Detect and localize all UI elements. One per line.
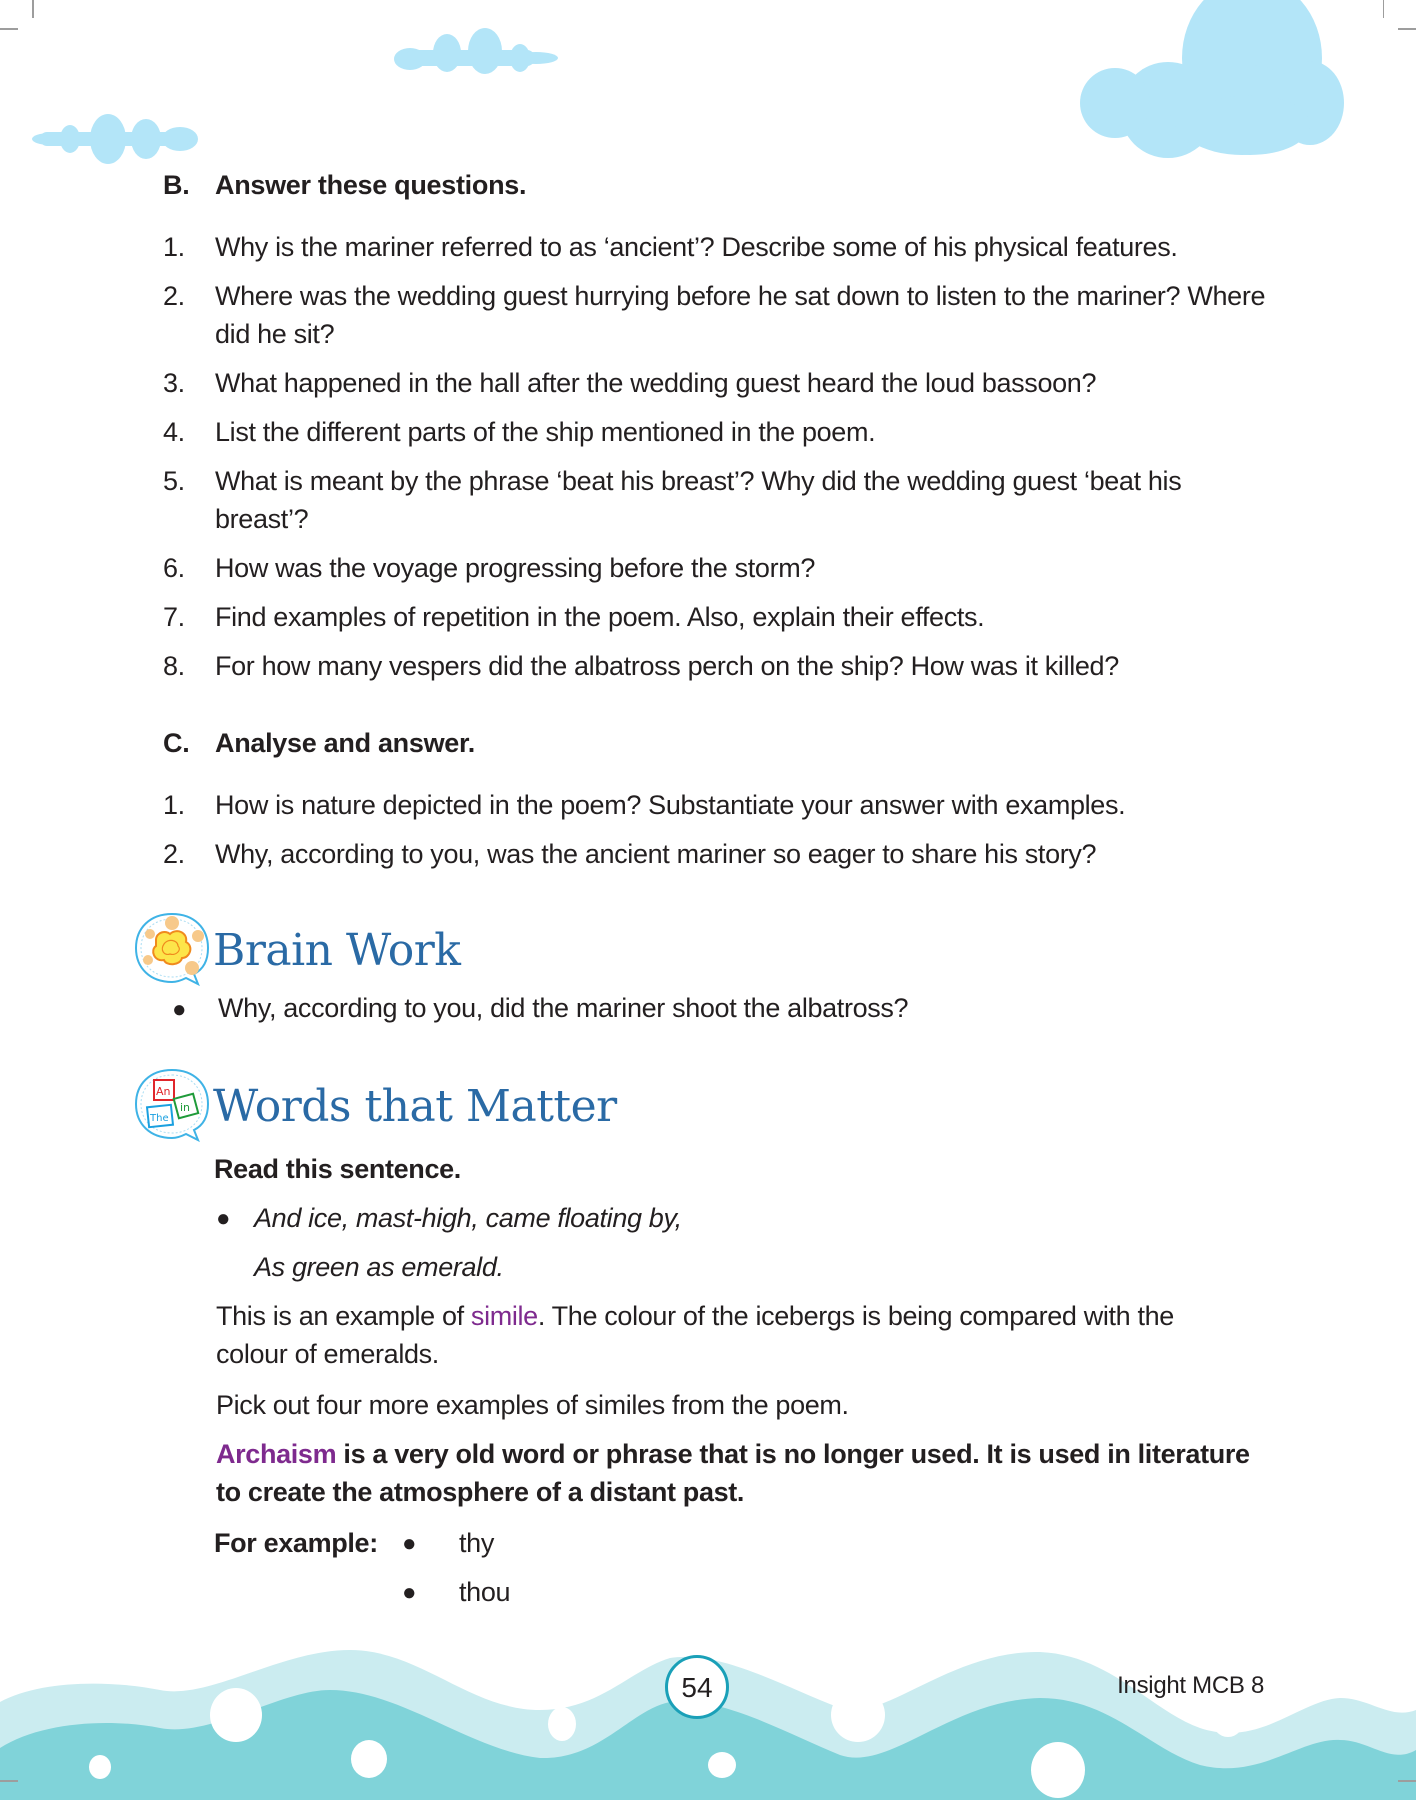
question-item bbox=[163, 413, 1273, 451]
cloud-decoration-top bbox=[0, 0, 1416, 170]
bullet-icon: ● bbox=[402, 1530, 417, 1557]
question-number: 2. bbox=[163, 281, 185, 311]
instruction: Read this sentence. bbox=[214, 1154, 461, 1184]
question-text: What happened in the hall after the wedding guest heard the loud bassoon? bbox=[215, 368, 1097, 398]
section-letter: C. bbox=[163, 728, 190, 758]
question-text: Why, according to you, was the ancient mariner so eager to share his story? bbox=[215, 839, 1097, 869]
block-an: An bbox=[156, 1085, 171, 1098]
archaism-definition bbox=[216, 1439, 1250, 1470]
block-the: The bbox=[150, 1113, 169, 1124]
bullet-icon: ● bbox=[402, 1579, 417, 1606]
brain-work-title: Brain Work bbox=[213, 925, 461, 976]
example-label: For example: bbox=[214, 1528, 378, 1558]
cloud-large-right bbox=[1080, 0, 1344, 158]
words-that-matter-title: Words that Matter bbox=[213, 1081, 617, 1132]
crop-mark bbox=[0, 1780, 18, 1782]
question-number: 6. bbox=[163, 553, 185, 583]
question-item bbox=[163, 462, 1273, 538]
question-item bbox=[163, 835, 1273, 873]
question-number: 7. bbox=[163, 602, 185, 632]
crop-mark bbox=[1398, 1780, 1416, 1782]
page-number: 54 bbox=[665, 1655, 729, 1719]
section-b-heading bbox=[163, 170, 526, 201]
section-c-heading bbox=[163, 728, 475, 759]
section-title: Answer these questions. bbox=[215, 170, 527, 200]
question-item bbox=[163, 277, 1273, 353]
simile-pre: This is an example of bbox=[216, 1301, 471, 1331]
section-letter: B. bbox=[163, 170, 190, 200]
quote-line-1: And ice, mast-high, came floating by, bbox=[254, 1203, 682, 1233]
question-item bbox=[163, 647, 1273, 685]
example-item: thy bbox=[459, 1528, 494, 1558]
question-number: 4. bbox=[163, 417, 185, 447]
question-number: 2. bbox=[163, 839, 185, 869]
question-item bbox=[163, 228, 1273, 266]
explosion-thought-bubble-icon bbox=[132, 910, 212, 990]
book-title: Insight MCB 8 bbox=[1117, 1672, 1264, 1699]
question-text: Where was the wedding guest hurrying before he sat down to listen to the mariner? Where did he sit? bbox=[215, 281, 1266, 349]
section-title: Analyse and answer. bbox=[215, 728, 475, 758]
cloud-small-left bbox=[32, 114, 198, 164]
example-item: thou bbox=[459, 1577, 511, 1607]
question-number: 1. bbox=[163, 232, 185, 262]
simile-term: simile bbox=[470, 1301, 538, 1331]
archaism-def: is a very old word or phrase that is no longer used. It is used in literature bbox=[336, 1439, 1250, 1469]
brain-work-question: Why, according to you, did the mariner shoot the albatross? bbox=[218, 993, 909, 1023]
archaism-definition-line2: to create the atmosphere of a distant past. bbox=[216, 1477, 745, 1507]
bullet-icon: ● bbox=[172, 996, 187, 1023]
simile-explanation-line2: colour of emeralds. bbox=[216, 1339, 439, 1369]
bullet-icon: ● bbox=[216, 1205, 231, 1232]
question-number: 5. bbox=[163, 466, 185, 496]
simile-explanation bbox=[216, 1301, 1174, 1332]
simile-post: . The colour of the icebergs is being compared with the bbox=[537, 1301, 1174, 1331]
question-text: How is nature depicted in the poem? Substantiate your answer with examples. bbox=[215, 790, 1126, 820]
question-text: What is meant by the phrase ‘beat his breast’? Why did the wedding guest ‘beat his breast’? bbox=[215, 466, 1182, 534]
block-in: in bbox=[180, 1101, 191, 1114]
simile-task: Pick out four more examples of similes from the poem. bbox=[216, 1390, 849, 1420]
question-text: Why is the mariner referred to as ‘ancient’? Describe some of his physical features. bbox=[215, 232, 1178, 262]
archaism-term: Archaism bbox=[216, 1439, 337, 1469]
question-item bbox=[163, 364, 1273, 402]
question-text: Find examples of repetition in the poem. Also, explain their effects. bbox=[215, 602, 985, 632]
question-text: For how many vespers did the albatross perch on the ship? How was it killed? bbox=[215, 651, 1119, 681]
word-blocks-bubble-icon bbox=[132, 1066, 212, 1146]
question-item bbox=[163, 786, 1273, 824]
question-item bbox=[163, 598, 1273, 636]
question-item bbox=[163, 549, 1273, 587]
question-text: List the different parts of the ship mentioned in the poem. bbox=[215, 417, 876, 447]
cloud-small-center bbox=[394, 28, 558, 74]
question-text: How was the voyage progressing before the storm? bbox=[215, 553, 816, 583]
quote-line-2: As green as emerald. bbox=[254, 1252, 504, 1282]
question-number: 3. bbox=[163, 368, 185, 398]
question-number: 8. bbox=[163, 651, 185, 681]
question-number: 1. bbox=[163, 790, 185, 820]
